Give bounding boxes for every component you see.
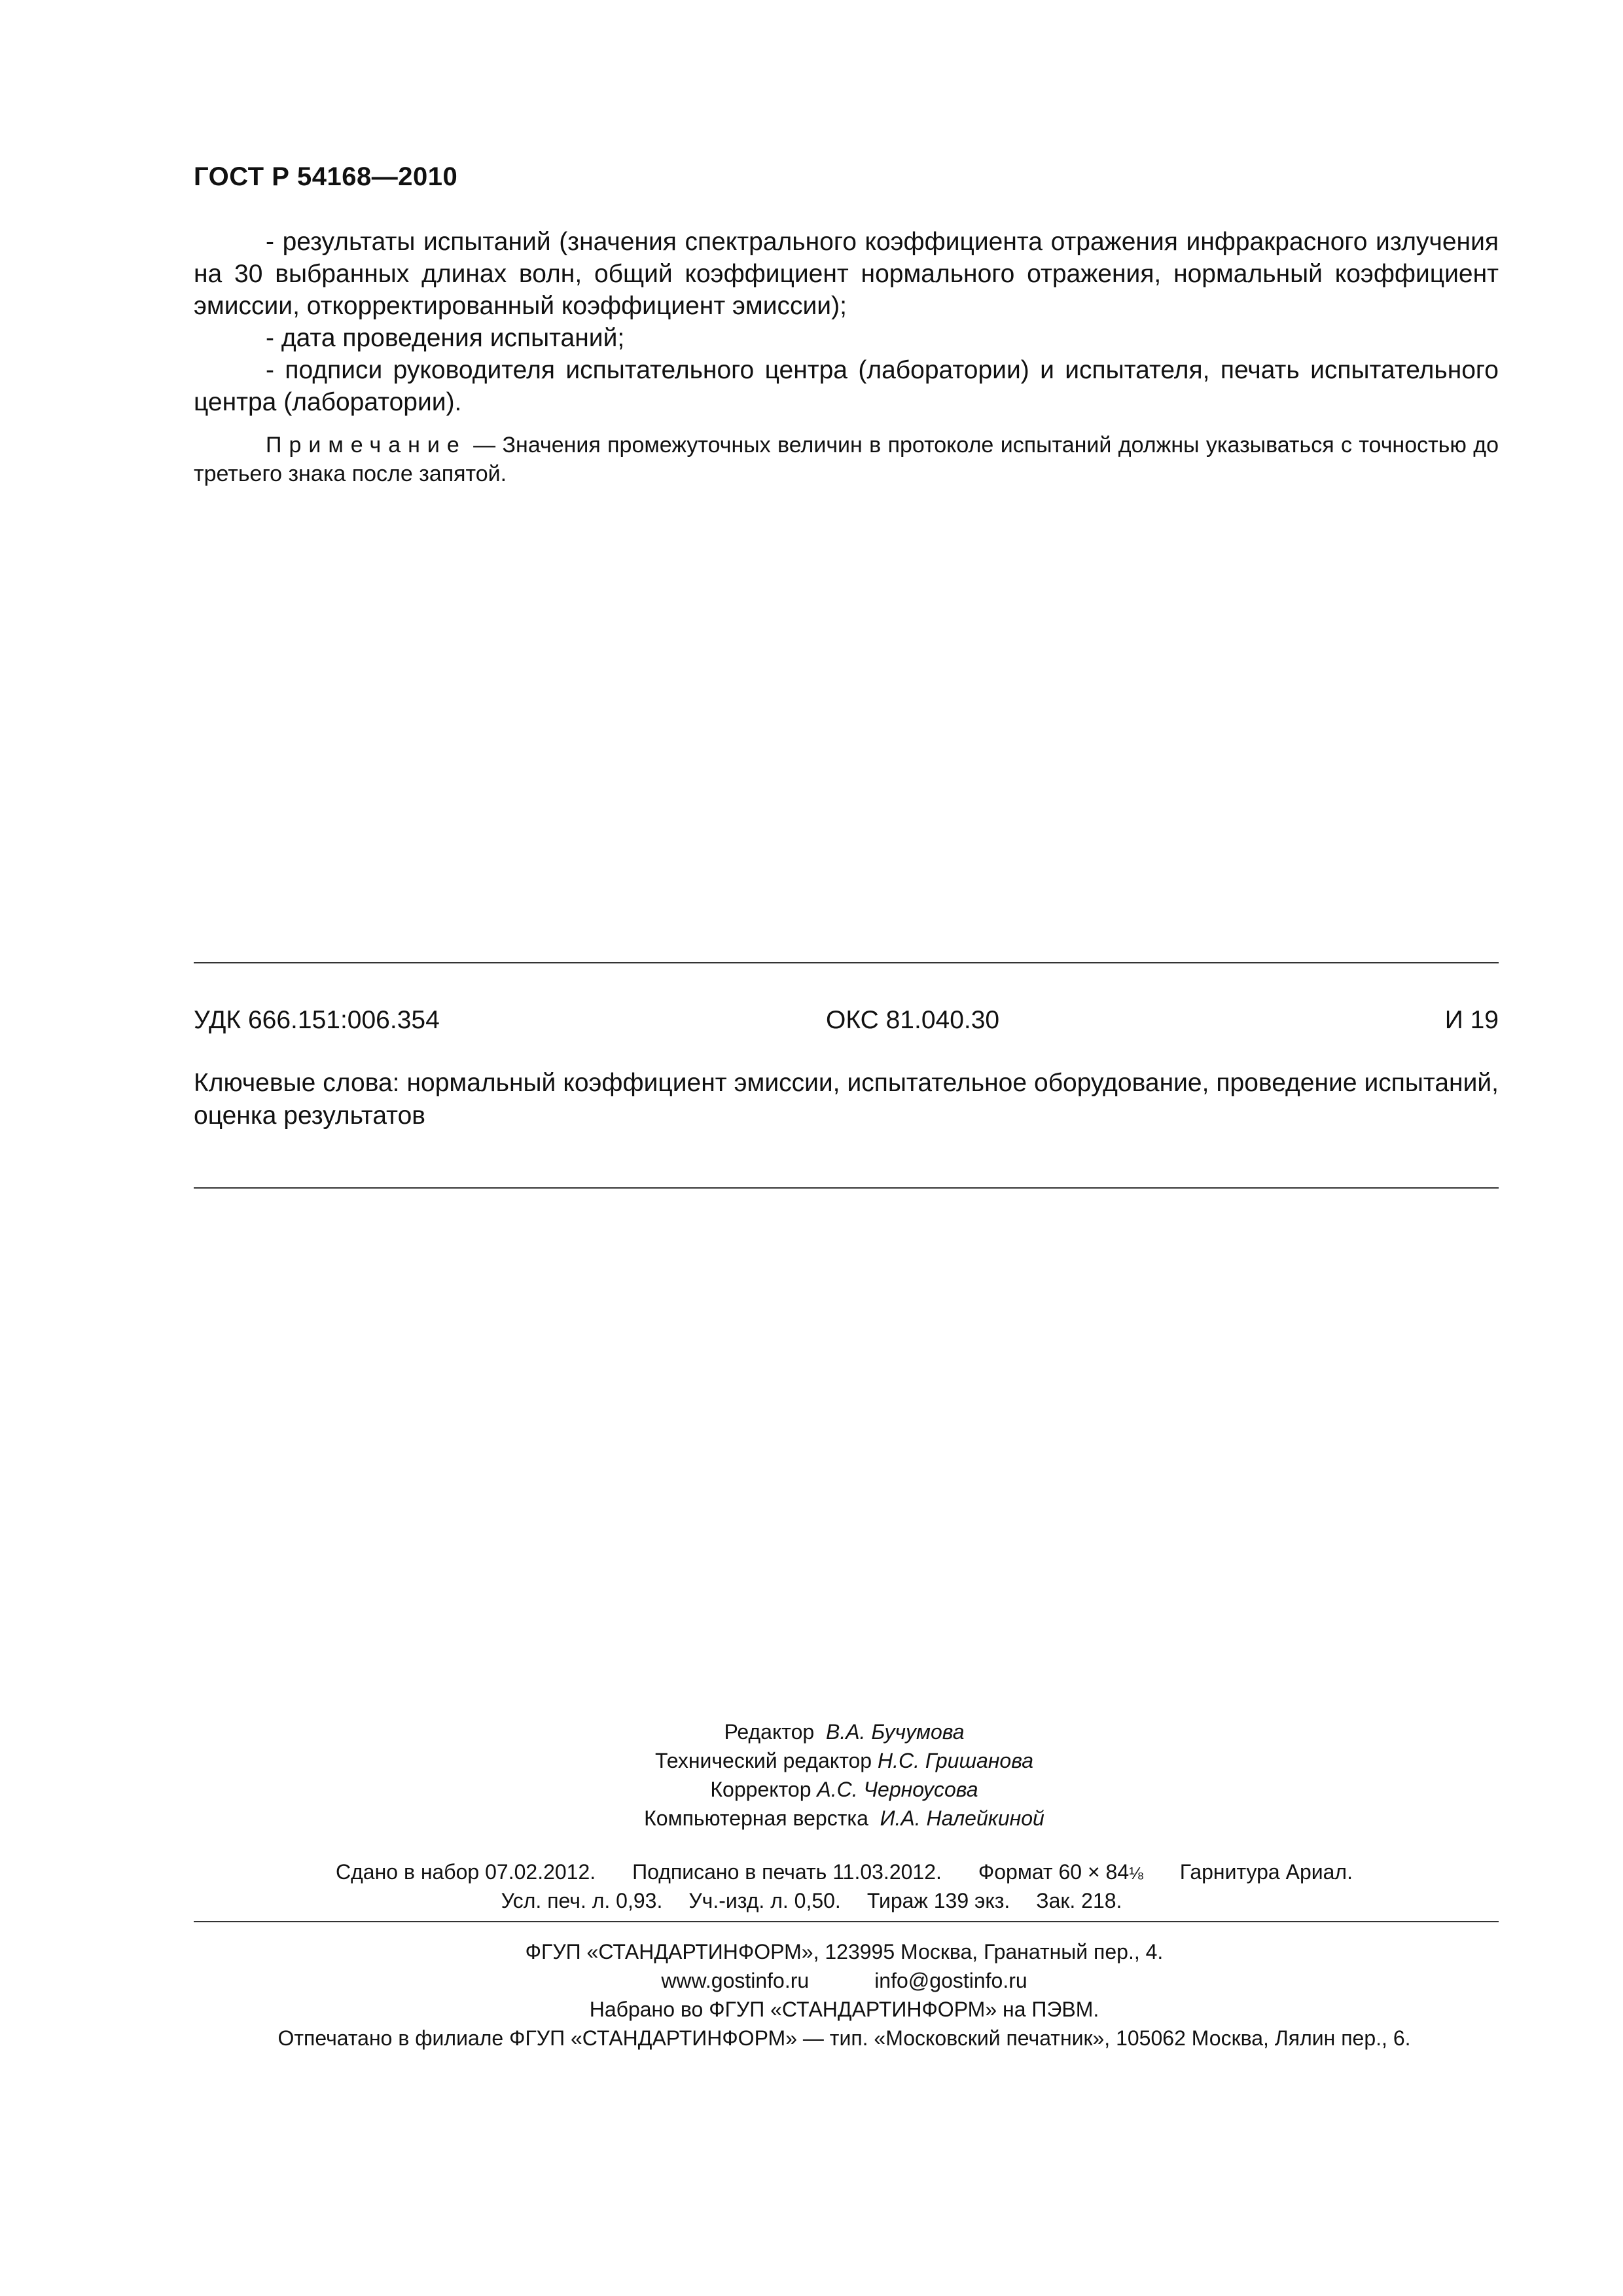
divider-bottom xyxy=(194,1921,1499,1922)
note-label: Примечание xyxy=(266,433,467,457)
index-code: И 19 xyxy=(1444,1006,1499,1034)
list-item: - результаты испытаний (значения спектрального коэффициента отражения инфракрасного излучения на 30 выбранных длинах волн, общий коэффициент нормального отражения, нормальный коэффициент эмиссии, откорректированный коэффициент эмиссии); xyxy=(194,228,1499,320)
publisher-contacts xyxy=(0,1966,1623,1995)
divider-top xyxy=(194,962,1499,963)
typeset-info: Набрано во ФГУП «СТАНДАРТИНФОРМ» на ПЭВМ. xyxy=(589,1998,1099,2021)
oks-code: ОКС 81.040.30 xyxy=(826,1006,1000,1034)
print-info-line-1: Сдано в набор 07.02.2012. Подписано в печать 11.03.2012. Формат 60 × 84⅛ Гарнитура Ариал. xyxy=(336,1860,1353,1884)
credit-line: Компьютерная верстка И.А. Налейкиной xyxy=(644,1806,1044,1830)
list-item: - дата проведения испытаний; xyxy=(266,324,625,352)
keywords-paragraph: Ключевые слова: нормальный коэффициент эмиссии, испытательное оборудование, проведение испытаний, оценка результатов xyxy=(194,1069,1499,1130)
divider-middle xyxy=(194,1187,1499,1189)
publisher-website: www.gostinfo.ru xyxy=(661,1969,810,1992)
page-header-standard-number: ГОСТ Р 54168—2010 xyxy=(194,162,458,191)
credit-line: Технический редактор Н.С. Гришанова xyxy=(654,1749,1034,1772)
publisher-block xyxy=(0,1937,1623,2053)
publisher-email: info@gostinfo.ru xyxy=(874,1969,1027,1992)
credit-line: Корректор А.С. Черноусова xyxy=(710,1778,978,1801)
publisher-address: ФГУП «СТАНДАРТИНФОРМ», 123995 Москва, Гранатный пер., 4. xyxy=(525,1940,1164,1964)
note-text: — Значения промежуточных величин в протоколе испытаний должны указываться с точностью до третьего знака после запятой. xyxy=(194,433,1499,486)
udk-code: УДК 666.151:006.354 xyxy=(194,1006,440,1034)
list-item: - подписи руководителя испытательного центра (лаборатории) и испытателя, печать испытательного центра (лаборатории). xyxy=(194,356,1499,416)
credit-line: Редактор В.А. Бучумова xyxy=(724,1720,965,1744)
print-info-line-2: Усл. печ. л. 0,93. Уч.-изд. л. 0,50. Тираж 139 экз. Зак. 218. xyxy=(501,1889,1122,1912)
credits-block xyxy=(0,1717,1623,1833)
printed-at-info: Отпечатано в филиале ФГУП «СТАНДАРТИНФОРМ» — тип. «Московский печатник», 105062 Москва, Лялин пер., 6. xyxy=(277,2026,1411,2050)
note-paragraph xyxy=(194,431,1499,488)
requirements-list xyxy=(194,226,1499,418)
